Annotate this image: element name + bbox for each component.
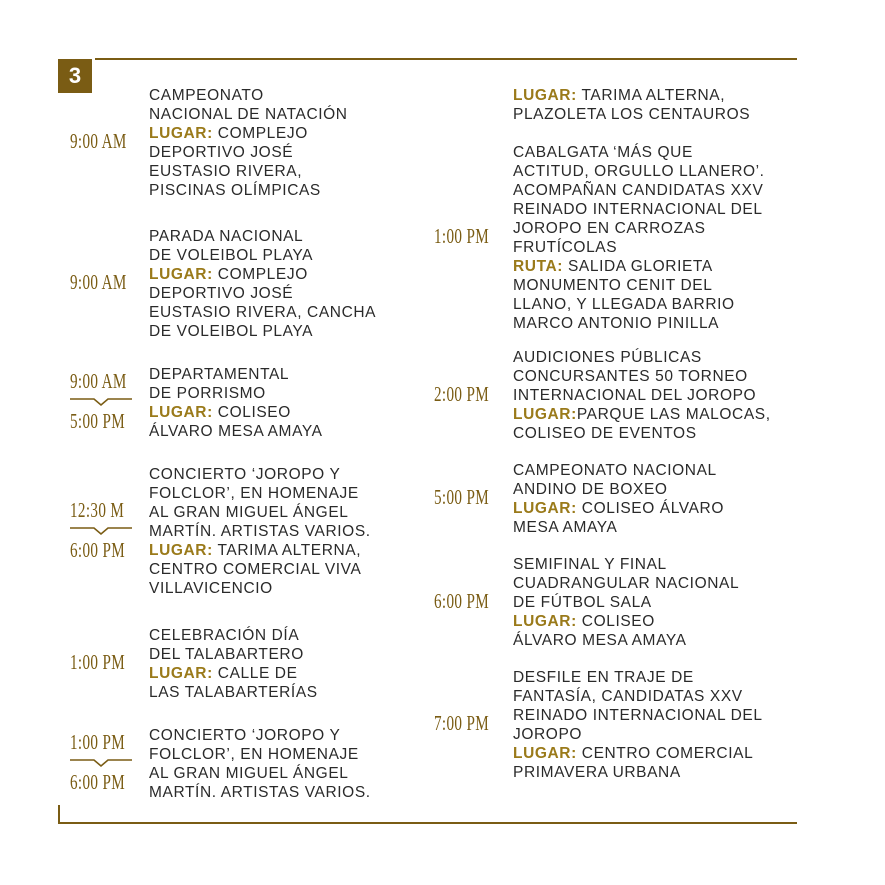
event-description	[513, 348, 771, 443]
line-text: PRIMAVERA URBANA	[513, 764, 681, 781]
time-range-divider	[70, 758, 132, 768]
description-line	[513, 257, 765, 276]
page-number-badge: 3	[58, 59, 92, 93]
description-line	[513, 499, 724, 518]
line-text: ACTITUD, ORGULLO LLANERO’.	[513, 163, 765, 180]
event-description	[513, 668, 763, 782]
description-line	[149, 86, 348, 105]
line-text: CALLE DE	[212, 665, 298, 682]
event-time: 5:00 PM	[434, 485, 490, 509]
location-label: LUGAR:	[149, 266, 213, 283]
line-text: AUDICIONES PÚBLICAS	[513, 349, 702, 366]
location-label: LUGAR:	[513, 87, 577, 104]
event-end-time: 6:00 PM	[70, 537, 126, 562]
description-line	[513, 219, 765, 238]
line-text: COLISEO DE EVENTOS	[513, 425, 697, 442]
location-label: LUGAR:	[149, 125, 213, 142]
line-text: DE FÚTBOL SALA	[513, 594, 652, 611]
line-text: MESA AMAYA	[513, 519, 618, 536]
line-text: MARCO ANTONIO PINILLA	[513, 315, 720, 332]
event-start-time: 1:00 PM	[70, 730, 126, 754]
line-text: FANTASÍA, CANDIDATAS XXV	[513, 688, 743, 705]
line-text: CELEBRACIÓN DÍA	[149, 627, 300, 644]
line-text: SALIDA GLORIETA	[563, 258, 713, 275]
line-text: DEPARTAMENTAL	[149, 366, 290, 383]
description-line	[513, 744, 763, 763]
description-line	[149, 726, 371, 745]
line-text: PARQUE LAS MALOCAS,	[576, 406, 771, 423]
description-line	[513, 86, 750, 105]
line-text: COMPLEJO	[212, 266, 308, 283]
location-label: LUGAR:	[149, 404, 213, 421]
description-line	[513, 668, 763, 687]
line-text: DE VOLEIBOL PLAYA	[149, 323, 314, 340]
event-end-time: 6:00 PM	[70, 770, 126, 794]
description-line	[513, 480, 724, 499]
line-text: REINADO INTERNACIONAL DEL	[513, 707, 763, 724]
line-text: DEPORTIVO JOSÉ	[149, 144, 294, 161]
description-line	[149, 303, 376, 322]
line-text: ÁLVARO MESA AMAYA	[149, 423, 323, 440]
event-description	[149, 365, 323, 441]
line-text: COLISEO ÁLVARO	[576, 500, 724, 517]
description-line	[149, 284, 376, 303]
line-text: PISCINAS OLÍMPICAS	[149, 182, 321, 199]
description-line	[513, 405, 771, 424]
description-line	[513, 725, 763, 744]
line-text: PARADA NACIONAL	[149, 228, 304, 245]
line-text: LAS TALABARTERÍAS	[149, 684, 318, 701]
line-text: MONUMENTO CENIT DEL	[513, 277, 713, 294]
line-text: MARTÍN. ARTISTAS VARIOS.	[149, 784, 371, 801]
location-label: LUGAR:	[513, 745, 577, 762]
description-line	[513, 555, 739, 574]
line-text: CENTRO COMERCIAL VIVA	[149, 561, 362, 578]
description-line	[149, 745, 371, 764]
description-line	[513, 238, 765, 257]
line-text: SEMIFINAL Y FINAL	[513, 556, 667, 573]
line-text: CABALGATA ‘MÁS QUE	[513, 144, 693, 161]
line-text: DEPORTIVO JOSÉ	[149, 285, 294, 302]
description-line	[149, 105, 348, 124]
event-time: 7:00 PM	[434, 711, 490, 735]
description-line	[149, 764, 371, 783]
line-text: FOLCLOR’, EN HOMENAJE	[149, 746, 359, 763]
time-range-divider	[70, 397, 132, 407]
event-description	[513, 86, 750, 124]
line-text: ACOMPAÑAN CANDIDATAS XXV	[513, 182, 764, 199]
description-line	[149, 484, 371, 503]
description-line	[149, 322, 376, 341]
line-text: FRUTÍCOLAS	[513, 239, 618, 256]
line-text: FOLCLOR’, EN HOMENAJE	[149, 485, 359, 502]
location-label: LUGAR:	[149, 665, 213, 682]
description-line	[513, 348, 771, 367]
event-description	[513, 143, 765, 333]
line-text: COLISEO	[576, 613, 655, 630]
description-line	[513, 631, 739, 650]
description-line	[149, 541, 371, 560]
description-line	[513, 200, 765, 219]
line-text: JOROPO	[513, 726, 583, 743]
description-line	[149, 626, 318, 645]
description-line	[149, 143, 348, 162]
description-line	[513, 105, 750, 124]
line-text: MARTÍN. ARTISTAS VARIOS.	[149, 523, 371, 540]
event-time: 2:00 PM	[434, 381, 490, 406]
description-line	[149, 403, 323, 422]
event-end-time: 5:00 PM	[70, 409, 126, 433]
event-description	[149, 227, 376, 341]
description-line	[513, 687, 763, 706]
line-text: REINADO INTERNACIONAL DEL	[513, 201, 763, 218]
description-line	[513, 612, 739, 631]
event-time: 1:00 PM	[70, 650, 126, 674]
description-line	[149, 365, 323, 384]
description-line	[149, 645, 318, 664]
description-line	[513, 295, 765, 314]
line-text: CAMPEONATO	[149, 87, 264, 104]
description-line	[149, 522, 371, 541]
description-line	[513, 593, 739, 612]
description-line	[149, 465, 371, 484]
description-line	[149, 246, 376, 265]
description-line	[513, 276, 765, 295]
event-start-time: 12:30 M	[70, 497, 125, 522]
description-line	[149, 124, 348, 143]
line-text: VILLAVICENCIO	[149, 580, 273, 597]
location-label: LUGAR:	[513, 406, 577, 423]
time-range-divider	[70, 526, 132, 536]
event-time: 6:00 PM	[434, 588, 490, 613]
description-line	[149, 664, 318, 683]
line-text: COLISEO	[212, 404, 291, 421]
line-text: ÁLVARO MESA AMAYA	[513, 632, 687, 649]
line-text: DE PORRISMO	[149, 385, 266, 402]
event-time: 1:00 PM	[434, 224, 490, 248]
event-start-time: 9:00 AM	[70, 369, 127, 393]
event-description	[149, 86, 348, 200]
description-line	[149, 422, 323, 441]
line-text: DEL TALABARTERO	[149, 646, 304, 663]
description-line	[513, 763, 763, 782]
line-text: ANDINO DE BOXEO	[513, 481, 668, 498]
line-text: AL GRAN MIGUEL ÁNGEL	[149, 504, 349, 521]
event-description	[149, 626, 318, 702]
description-line	[149, 783, 371, 802]
line-text: INTERNACIONAL DEL JOROPO	[513, 387, 757, 404]
description-line	[513, 162, 765, 181]
description-line	[149, 384, 323, 403]
description-line	[513, 706, 763, 725]
description-line	[149, 162, 348, 181]
line-text: DESFILE EN TRAJE DE	[513, 669, 694, 686]
description-line	[149, 579, 371, 598]
description-line	[513, 367, 771, 386]
event-description	[149, 465, 371, 598]
description-line	[513, 424, 771, 443]
description-line	[513, 143, 765, 162]
description-line	[149, 227, 376, 246]
line-text: CAMPEONATO NACIONAL	[513, 462, 717, 479]
description-line	[513, 461, 724, 480]
top-rule	[95, 58, 797, 60]
line-text: TARIMA ALTERNA,	[576, 87, 726, 104]
description-line	[513, 386, 771, 405]
event-description	[149, 726, 371, 802]
line-text: CONCIERTO ‘JOROPO Y	[149, 466, 341, 483]
description-line	[149, 503, 371, 522]
description-line	[513, 574, 739, 593]
event-time: 9:00 AM	[70, 270, 127, 294]
line-text: LLANO, Y LLEGADA BARRIO	[513, 296, 735, 313]
description-line	[149, 683, 318, 702]
description-line	[513, 314, 765, 333]
location-label: LUGAR:	[149, 542, 213, 559]
description-line	[149, 560, 371, 579]
line-text: CUADRANGULAR NACIONAL	[513, 575, 740, 592]
line-text: COMPLEJO	[212, 125, 308, 142]
line-text: CENTRO COMERCIAL	[576, 745, 754, 762]
line-text: CONCIERTO ‘JOROPO Y	[149, 727, 341, 744]
description-line	[513, 181, 765, 200]
line-text: NACIONAL DE NATACIÓN	[149, 106, 348, 123]
event-time: 9:00 AM	[70, 129, 127, 153]
line-text: PLAZOLETA LOS CENTAUROS	[513, 106, 751, 123]
line-text: CONCURSANTES 50 TORNEO	[513, 368, 748, 385]
event-description	[513, 555, 739, 650]
line-text: DE VOLEIBOL PLAYA	[149, 247, 314, 264]
line-text: EUSTASIO RIVERA, CANCHA	[149, 304, 377, 321]
line-text: AL GRAN MIGUEL ÁNGEL	[149, 765, 349, 782]
event-description	[513, 461, 724, 537]
description-line	[149, 265, 376, 284]
bottom-rule	[58, 822, 797, 824]
location-label: LUGAR:	[513, 500, 577, 517]
location-label: LUGAR:	[513, 613, 577, 630]
line-text: TARIMA ALTERNA,	[212, 542, 362, 559]
line-text: JOROPO EN CARROZAS	[513, 220, 706, 237]
line-text: EUSTASIO RIVERA,	[149, 163, 303, 180]
description-line	[513, 518, 724, 537]
description-line	[149, 181, 348, 200]
location-label: RUTA:	[513, 258, 564, 275]
